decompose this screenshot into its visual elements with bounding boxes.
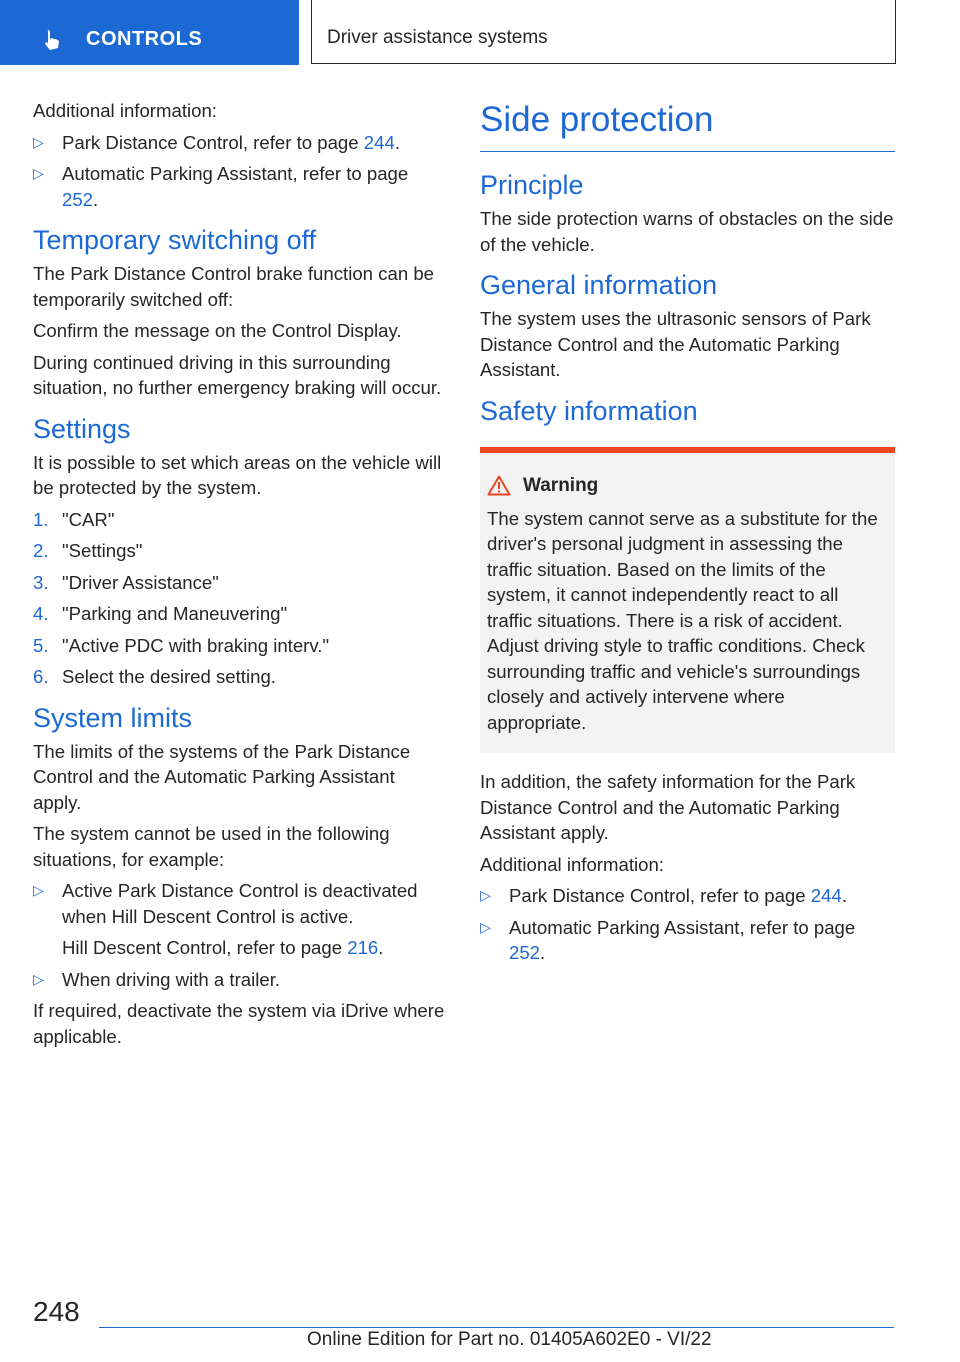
paragraph: The system uses the ultrasonic sensors of Park Distance Control and the Automatic Parking Assistant. — [480, 308, 871, 380]
warning-box — [480, 447, 895, 754]
list-item: ▷ Active Park Distance Control is deactivated when Hill Descent Control is active. Hill Descent Control, refer to page 216. — [33, 880, 418, 958]
paragraph: If required, deactivate the system via iDrive where applicable. — [33, 1000, 445, 1047]
list-item: ▷ Automatic Parking Assistant, refer to page 252. — [480, 916, 856, 963]
list-item: 2. "Settings" — [33, 540, 143, 561]
additional-info-label: Additional information: — [480, 853, 664, 875]
section-label: CONTROLS — [86, 28, 203, 50]
list-item: ▷ When driving with a trailer. — [33, 967, 448, 993]
triangle-right-icon: ▷ — [33, 133, 44, 150]
chapter-title: Driver assistance systems — [327, 27, 548, 48]
page-link[interactable]: 244 — [810, 885, 842, 906]
section-heading: Temporary switching off — [33, 225, 317, 255]
right-column — [480, 98, 895, 972]
list-item: ▷ Park Distance Control, refer to page 244. — [480, 883, 895, 909]
warning-triangle-icon — [487, 475, 511, 496]
paragraph: The system cannot be used in the following situations, for example: — [33, 823, 390, 870]
page-link[interactable]: 244 — [363, 131, 395, 153]
footer-divider — [99, 1327, 894, 1328]
triangle-right-icon: ▷ — [33, 970, 44, 987]
page-link[interactable]: 252 — [62, 188, 94, 210]
section-heading: Settings — [33, 413, 131, 444]
list-item: 3. "Driver Assistance" — [33, 571, 219, 593]
page-title: Side protection — [480, 98, 895, 152]
list-item: 5. "Active PDC with braking interv." — [33, 634, 330, 656]
list-item: 1. "CAR" — [33, 508, 115, 530]
page-link[interactable]: 252 — [509, 942, 541, 963]
triangle-right-icon: ▷ — [480, 887, 491, 903]
list-item: 4. "Parking and Maneuvering" — [33, 603, 288, 624]
triangle-right-icon: ▷ — [480, 918, 491, 935]
left-column — [33, 98, 448, 1055]
reference-list — [33, 130, 448, 213]
paragraph: During continued driving in this surrounding situation, no further emergency braking will occur. — [33, 351, 442, 398]
paragraph: It is possible to set which areas on the vehicle will be protected by the system. — [33, 451, 442, 498]
warning-title: Warning — [523, 474, 599, 496]
list-item: ▷ Park Distance Control, refer to page 244. — [33, 130, 448, 156]
reference-list — [480, 883, 895, 966]
triangle-right-icon: ▷ — [33, 165, 44, 181]
paragraph: The limits of the systems of the Park Distance Control and the Automatic Parking Assistant apply. — [33, 740, 411, 813]
triangle-right-icon: ▷ — [33, 882, 44, 898]
edition-label: Online Edition for Part no. 01405A602E0 - VI/22 — [307, 1329, 712, 1350]
page-number: 248 — [33, 1296, 80, 1327]
hand-pointer-icon — [40, 28, 64, 52]
section-heading: Principle — [480, 170, 584, 200]
list-item: ▷ Automatic Parking Assistant, refer to page 252. — [33, 163, 409, 210]
paragraph: The side protection warns of obstacles on the side of the vehicle. — [480, 208, 894, 255]
paragraph: The Park Distance Control brake function can be temporarily switched off: — [33, 263, 435, 310]
warning-text: The system cannot serve as a substitute for the driver's personal judgment in assessing the traffic situation. Based on the limits of the system, it cannot independently react to all traffic situations. There is a risk of accident. Adjust driving style to traffic conditions. Check surrounding traffic and vehicle's surroundings closely and actively intervene where appropriate. — [487, 507, 878, 733]
page-link[interactable]: 216 — [347, 937, 379, 958]
steps-list — [33, 507, 448, 690]
limits-list — [33, 878, 448, 992]
additional-info-label: Additional information: — [33, 100, 217, 121]
section-heading: Safety information — [480, 395, 698, 426]
section-heading: System limits — [33, 702, 193, 733]
paragraph: In addition, the safety information for the Park Distance Control and the Automatic Parking Assistant apply. — [480, 771, 856, 843]
chapter-header — [311, 0, 896, 64]
section-tab[interactable] — [0, 0, 299, 65]
warning-header — [487, 475, 885, 497]
paragraph: Confirm the message on the Control Display. — [33, 320, 402, 341]
list-item: 6. Select the desired setting. — [33, 666, 276, 687]
section-heading: General information — [480, 270, 718, 300]
